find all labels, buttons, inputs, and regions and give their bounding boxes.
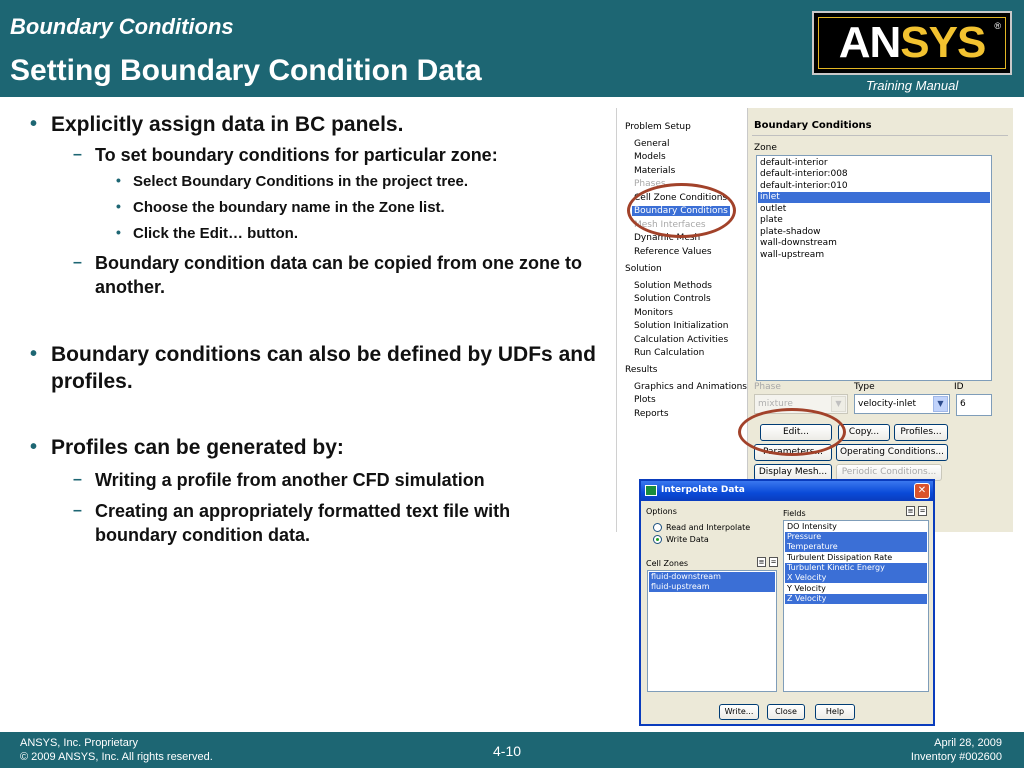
- panel-divider: [752, 135, 1008, 136]
- slide-footer: [0, 732, 1024, 768]
- field-item[interactable]: Pressure: [785, 532, 927, 542]
- bullet-item: Writing a profile from another CFD simulation: [95, 470, 485, 490]
- slide-header: [0, 0, 1024, 97]
- bullet-item: Select Boundary Conditions in the project tree.: [133, 173, 469, 190]
- select-all-icon[interactable]: ≡: [907, 507, 914, 515]
- logo-text-sys: SYS: [900, 18, 986, 67]
- tree-item-mesh-interfaces[interactable]: Mesh Interfaces: [634, 220, 706, 230]
- phase-label: Phase: [754, 382, 781, 392]
- tree-item-materials[interactable]: Materials: [634, 166, 676, 176]
- page-number: 4-10: [493, 743, 522, 759]
- zone-item[interactable]: outlet: [760, 204, 787, 214]
- fields-list[interactable]: [783, 520, 929, 692]
- read-interpolate-label[interactable]: Read and Interpolate: [666, 523, 751, 532]
- ansys-logo: [812, 11, 1012, 75]
- dialog-titlebar[interactable]: [641, 481, 933, 501]
- zone-item-selected[interactable]: inlet: [758, 192, 990, 203]
- chevron-down-icon: ▼: [933, 396, 948, 412]
- bullet-marker: –: [73, 254, 82, 271]
- bullet-item: Profiles can be generated by:: [51, 436, 344, 459]
- zone-item[interactable]: default-interior:010: [760, 181, 848, 191]
- operating-conditions-button[interactable]: Operating Conditions...: [836, 444, 948, 461]
- logo-wordmark: [838, 18, 986, 67]
- parameters-button[interactable]: Parameters...: [754, 444, 832, 461]
- bullet-marker: •: [30, 343, 38, 365]
- tree-item-run-calculation[interactable]: Run Calculation: [634, 348, 705, 358]
- date-label: April 28, 2009: [934, 737, 1002, 749]
- field-item[interactable]: Turbulent Kinetic Energy: [785, 563, 927, 573]
- deselect-all-icon[interactable]: =: [919, 507, 926, 515]
- cell-zones-label: Cell Zones: [646, 559, 689, 568]
- type-select[interactable]: [854, 394, 950, 414]
- bullet-marker: –: [73, 471, 82, 488]
- field-item[interactable]: Y Velocity: [787, 584, 826, 593]
- field-item[interactable]: Turbulent Dissipation Rate: [787, 553, 893, 562]
- bullet-item: Click the Edit… button.: [133, 225, 298, 242]
- zone-label: Zone: [754, 143, 777, 153]
- cell-zone-item[interactable]: fluid-downstream: [649, 572, 775, 582]
- bullet-marker: •: [30, 436, 38, 458]
- tree-item-reports[interactable]: Reports: [634, 409, 669, 419]
- tree-item-phases[interactable]: Phases: [634, 179, 666, 189]
- phase-value: mixture: [758, 399, 793, 409]
- read-interpolate-radio[interactable]: [653, 523, 662, 532]
- slide-title: Setting Boundary Condition Data: [10, 54, 482, 87]
- copy-button[interactable]: Copy...: [838, 424, 890, 441]
- chevron-down-icon: ▼: [831, 396, 846, 412]
- bullet-marker: •: [116, 172, 121, 188]
- bullet-marker: •: [30, 113, 38, 135]
- panel-title: Boundary Conditions: [754, 120, 872, 131]
- tree-item-graphics-animations[interactable]: Graphics and Animations: [634, 382, 747, 392]
- tree-item-cell-zone-conditions[interactable]: Cell Zone Conditions: [634, 193, 728, 203]
- tree-item-boundary-conditions[interactable]: Boundary Conditions: [634, 206, 728, 216]
- options-label: Options: [646, 507, 677, 516]
- tree-item-dynamic-mesh[interactable]: Dynamic Mesh: [634, 233, 701, 243]
- interpolate-data-dialog: [639, 479, 935, 726]
- tree-item-general[interactable]: General: [634, 139, 670, 149]
- zone-item[interactable]: wall-upstream: [760, 250, 825, 260]
- tree-heading-results[interactable]: Results: [625, 365, 658, 375]
- select-all-icon[interactable]: ≡: [758, 558, 765, 566]
- bullet-item: Choose the boundary name in the Zone list.: [133, 199, 445, 216]
- tree-item-solution-controls[interactable]: Solution Controls: [634, 294, 711, 304]
- edit-button[interactable]: Edit...: [760, 424, 832, 441]
- tree-item-calculation-activities[interactable]: Calculation Activities: [634, 335, 729, 345]
- logo-frame: [818, 17, 1006, 69]
- fields-label: Fields: [783, 509, 806, 518]
- zone-item[interactable]: plate-shadow: [760, 227, 821, 237]
- close-icon[interactable]: ✕: [914, 483, 930, 499]
- tree-item-reference-values[interactable]: Reference Values: [634, 247, 712, 257]
- inventory-label: Inventory #002600: [910, 751, 1002, 763]
- cell-zones-list[interactable]: [647, 570, 777, 692]
- tree-item-solution-methods[interactable]: Solution Methods: [634, 281, 712, 291]
- tree-item-monitors[interactable]: Monitors: [634, 308, 673, 318]
- write-button[interactable]: Write...: [719, 704, 759, 720]
- copyright-label: © 2009 ANSYS, Inc. All rights reserved.: [20, 751, 213, 763]
- id-label: ID: [954, 382, 964, 392]
- fluent-window-icon: [645, 485, 657, 496]
- bullet-item: To set boundary conditions for particular zone:: [95, 145, 498, 165]
- bullet-item: Boundary condition data can be copied from one zone to another.: [95, 253, 583, 297]
- bullet-item: Explicitly assign data in BC panels.: [51, 113, 404, 136]
- zone-item[interactable]: plate: [760, 215, 783, 225]
- id-field[interactable]: 6: [956, 394, 992, 416]
- deselect-all-icon[interactable]: =: [770, 558, 777, 566]
- bullet-marker: –: [73, 146, 82, 163]
- zone-item[interactable]: default-interior: [760, 158, 828, 168]
- tree-heading-solution[interactable]: Solution: [625, 264, 662, 274]
- highlight-circle-edit: [738, 408, 846, 456]
- close-button[interactable]: Close: [767, 704, 805, 720]
- bullet-marker: •: [116, 224, 121, 240]
- tree-item-models[interactable]: Models: [634, 152, 666, 162]
- fluent-screenshot: [616, 108, 1012, 532]
- periodic-conditions-button[interactable]: Periodic Conditions...: [836, 464, 942, 481]
- field-item[interactable]: Z Velocity: [785, 594, 927, 604]
- section-title: Boundary Conditions: [10, 14, 234, 39]
- profiles-button[interactable]: Profiles...: [894, 424, 948, 441]
- tree-item-plots[interactable]: Plots: [634, 395, 656, 405]
- zone-item[interactable]: wall-downstream: [760, 238, 837, 248]
- bullet-marker: –: [73, 502, 82, 519]
- registered-mark: ®: [994, 21, 1001, 31]
- bullet-item: Creating an appropriately formatted text file with boundary condition data.: [95, 501, 511, 545]
- dialog-title: Interpolate Data: [661, 485, 745, 495]
- logo-text-an: AN: [838, 18, 901, 67]
- boundary-conditions-panel: [747, 108, 1013, 532]
- bullet-marker: •: [116, 198, 121, 214]
- write-data-label[interactable]: Write Data: [666, 535, 709, 544]
- zone-list[interactable]: [756, 155, 992, 381]
- tree-item-solution-initialization[interactable]: Solution Initialization: [634, 321, 729, 331]
- tree-heading-problem-setup[interactable]: Problem Setup: [625, 122, 691, 132]
- training-manual-label: Training Manual: [866, 78, 959, 93]
- field-item[interactable]: DO Intensity: [787, 522, 837, 531]
- zone-item[interactable]: default-interior:008: [760, 169, 848, 179]
- field-item[interactable]: X Velocity: [785, 573, 927, 583]
- type-label: Type: [854, 382, 875, 392]
- write-data-radio[interactable]: [653, 535, 662, 544]
- proprietary-label: ANSYS, Inc. Proprietary: [20, 737, 138, 749]
- highlight-circle-tree: [627, 183, 736, 238]
- display-mesh-button[interactable]: Display Mesh...: [754, 464, 832, 481]
- cell-zone-item[interactable]: fluid-upstream: [649, 582, 775, 592]
- help-button[interactable]: Help: [815, 704, 855, 720]
- type-value: velocity-inlet: [858, 399, 917, 409]
- bullet-item: Boundary conditions can also be defined by UDFs and profiles.: [51, 343, 596, 393]
- field-item[interactable]: Temperature: [785, 542, 927, 552]
